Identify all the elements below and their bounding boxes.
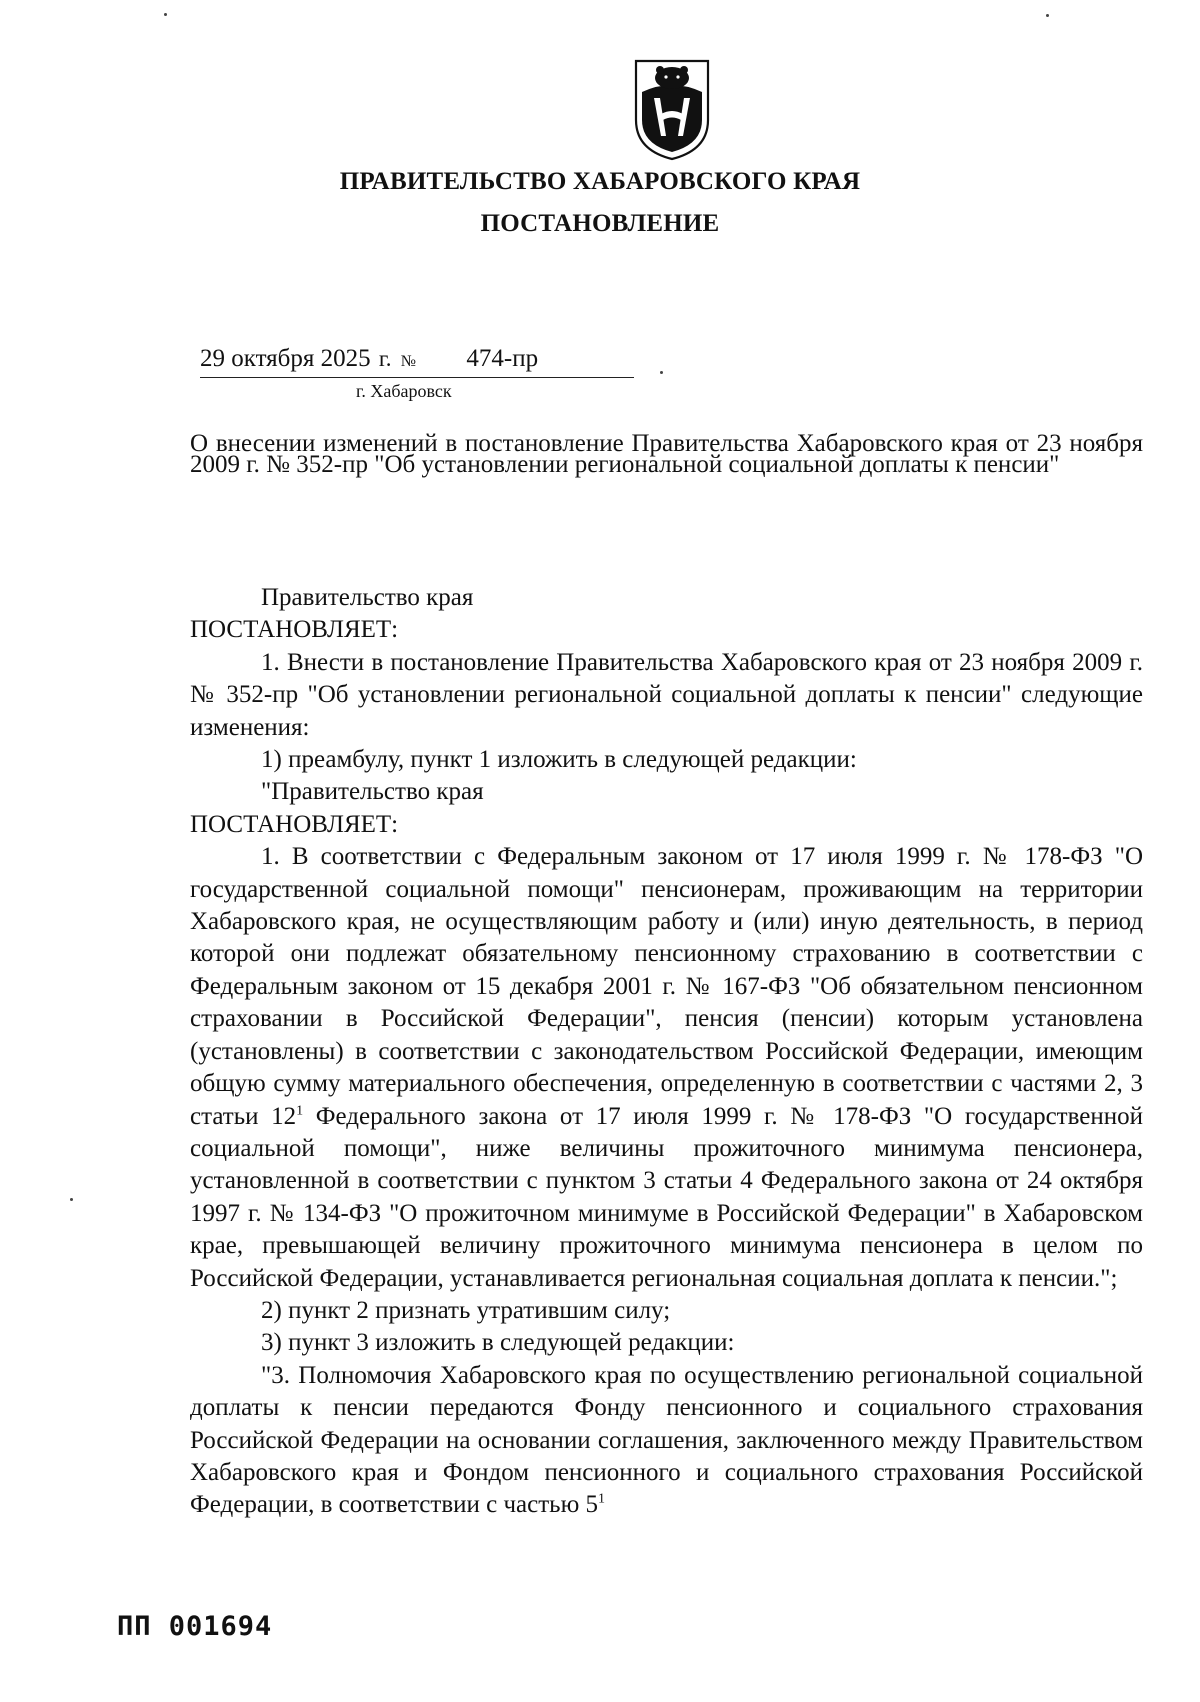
body-paragraph: Правительство края [261,584,474,611]
body-paragraph: 1) преамбулу, пункт 1 изложить в следующей редакции: [261,746,857,774]
coat-of-arms-emblem [633,58,711,162]
body-paragraph: ПОСТАНОВЛЯЕТ: [190,810,399,838]
document-city: г. Хабаровск [356,381,452,401]
document-body [190,582,1143,1522]
superscript: 1 [296,1103,304,1119]
number-sign: № [400,353,416,370]
body-paragraph: 3) пункт 3 изложить в следующей редакции: [261,1329,735,1357]
body-paragraph: 2) пункт 2 признать утратившим силу; [261,1296,671,1324]
date-number-line [200,345,582,373]
document-number: 474-пр [466,345,539,372]
paragraph-text: 1. В соответствии с Федеральным законом от 17 июля 1999 г. № 178-ФЗ "О государственной социальной помощи" пенсионерам, проживающим на территории Хабаровского края, не осуществляющим работу и (или) иную деятельность, в период которой они подлежат обязательному пенсионному страхованию в соответствии с Федеральным законом от 15 декабря 2001 г. № 167-ФЗ "Об обязательном пенсионном страховании в Российской Федерации", пенсия (пенсии) которым установлена (установлены) в соответствии с законодательством Российской Федерации, имеющим общую сумму материального обеспечения, определенную в соответствии с частями 2, 3 статьи 12 [190,843,1143,1130]
scan-speck [70,1198,73,1201]
document-type-title: ПОСТАНОВЛЕНИЕ [480,210,720,237]
date-number-underline [200,377,634,378]
scan-speck [164,13,167,16]
document-subject: О внесении изменений в постановление Правительства Хабаровского края от 23 ноября 2009 г. № 352-пр "Об установлении региональной социальной доплаты к пенсии" [190,430,1143,478]
year-abbreviation: г. [378,346,392,371]
body-paragraph [190,841,1143,1295]
document-date: 29 октября 2025 [200,345,371,372]
document-serial-code: ПП 001694 [117,1611,273,1642]
government-title: ПРАВИТЕЛЬСТВО ХАБАРОВСКОГО КРАЯ [339,168,861,195]
scan-speck [1046,14,1049,17]
paragraph-text: Федерального закона от 17 июля 1999 г. № 178-ФЗ "О государственной социальной помощи", ниже величины прожиточного минимума пенсионера, установленной в соответствии с пунктом 3 статьи 4 Федерального закона от 24 октября 1997 г. № 134-ФЗ "О прожиточном минимуме в Российской Федерации" в Хабаровском крае, превышающей величину прожиточного минимума пенсионера в целом по Российской Федерации, устанавливается региональная социальная доплата к пенсии."; [190,1102,1143,1292]
body-paragraph: "Правительство края [261,778,484,806]
scan-speck [660,371,663,374]
body-paragraph: 1. Внести в постановление Правительства Хабаровского края от 23 ноября 2009 г. № 352-пр "Об установлении региональной социальной доплаты к пенсии" следующие изменения: [190,648,1143,741]
paragraph-text: "3. Полномочия Хабаровского края по осуществлению региональной социальной доплаты к пенсии передаются Фонду пенсионного и социального страхования Российской Федерации на основании соглашения, заключенного между Правительством Хабаровского края и Фондом пенсионного и социального страхования Российской Федерации, в соответствии с частью 5 [190,1361,1143,1519]
body-paragraph [190,1360,1143,1522]
superscript: 1 [598,1492,605,1508]
body-paragraph: ПОСТАНОВЛЯЕТ: [190,616,399,644]
